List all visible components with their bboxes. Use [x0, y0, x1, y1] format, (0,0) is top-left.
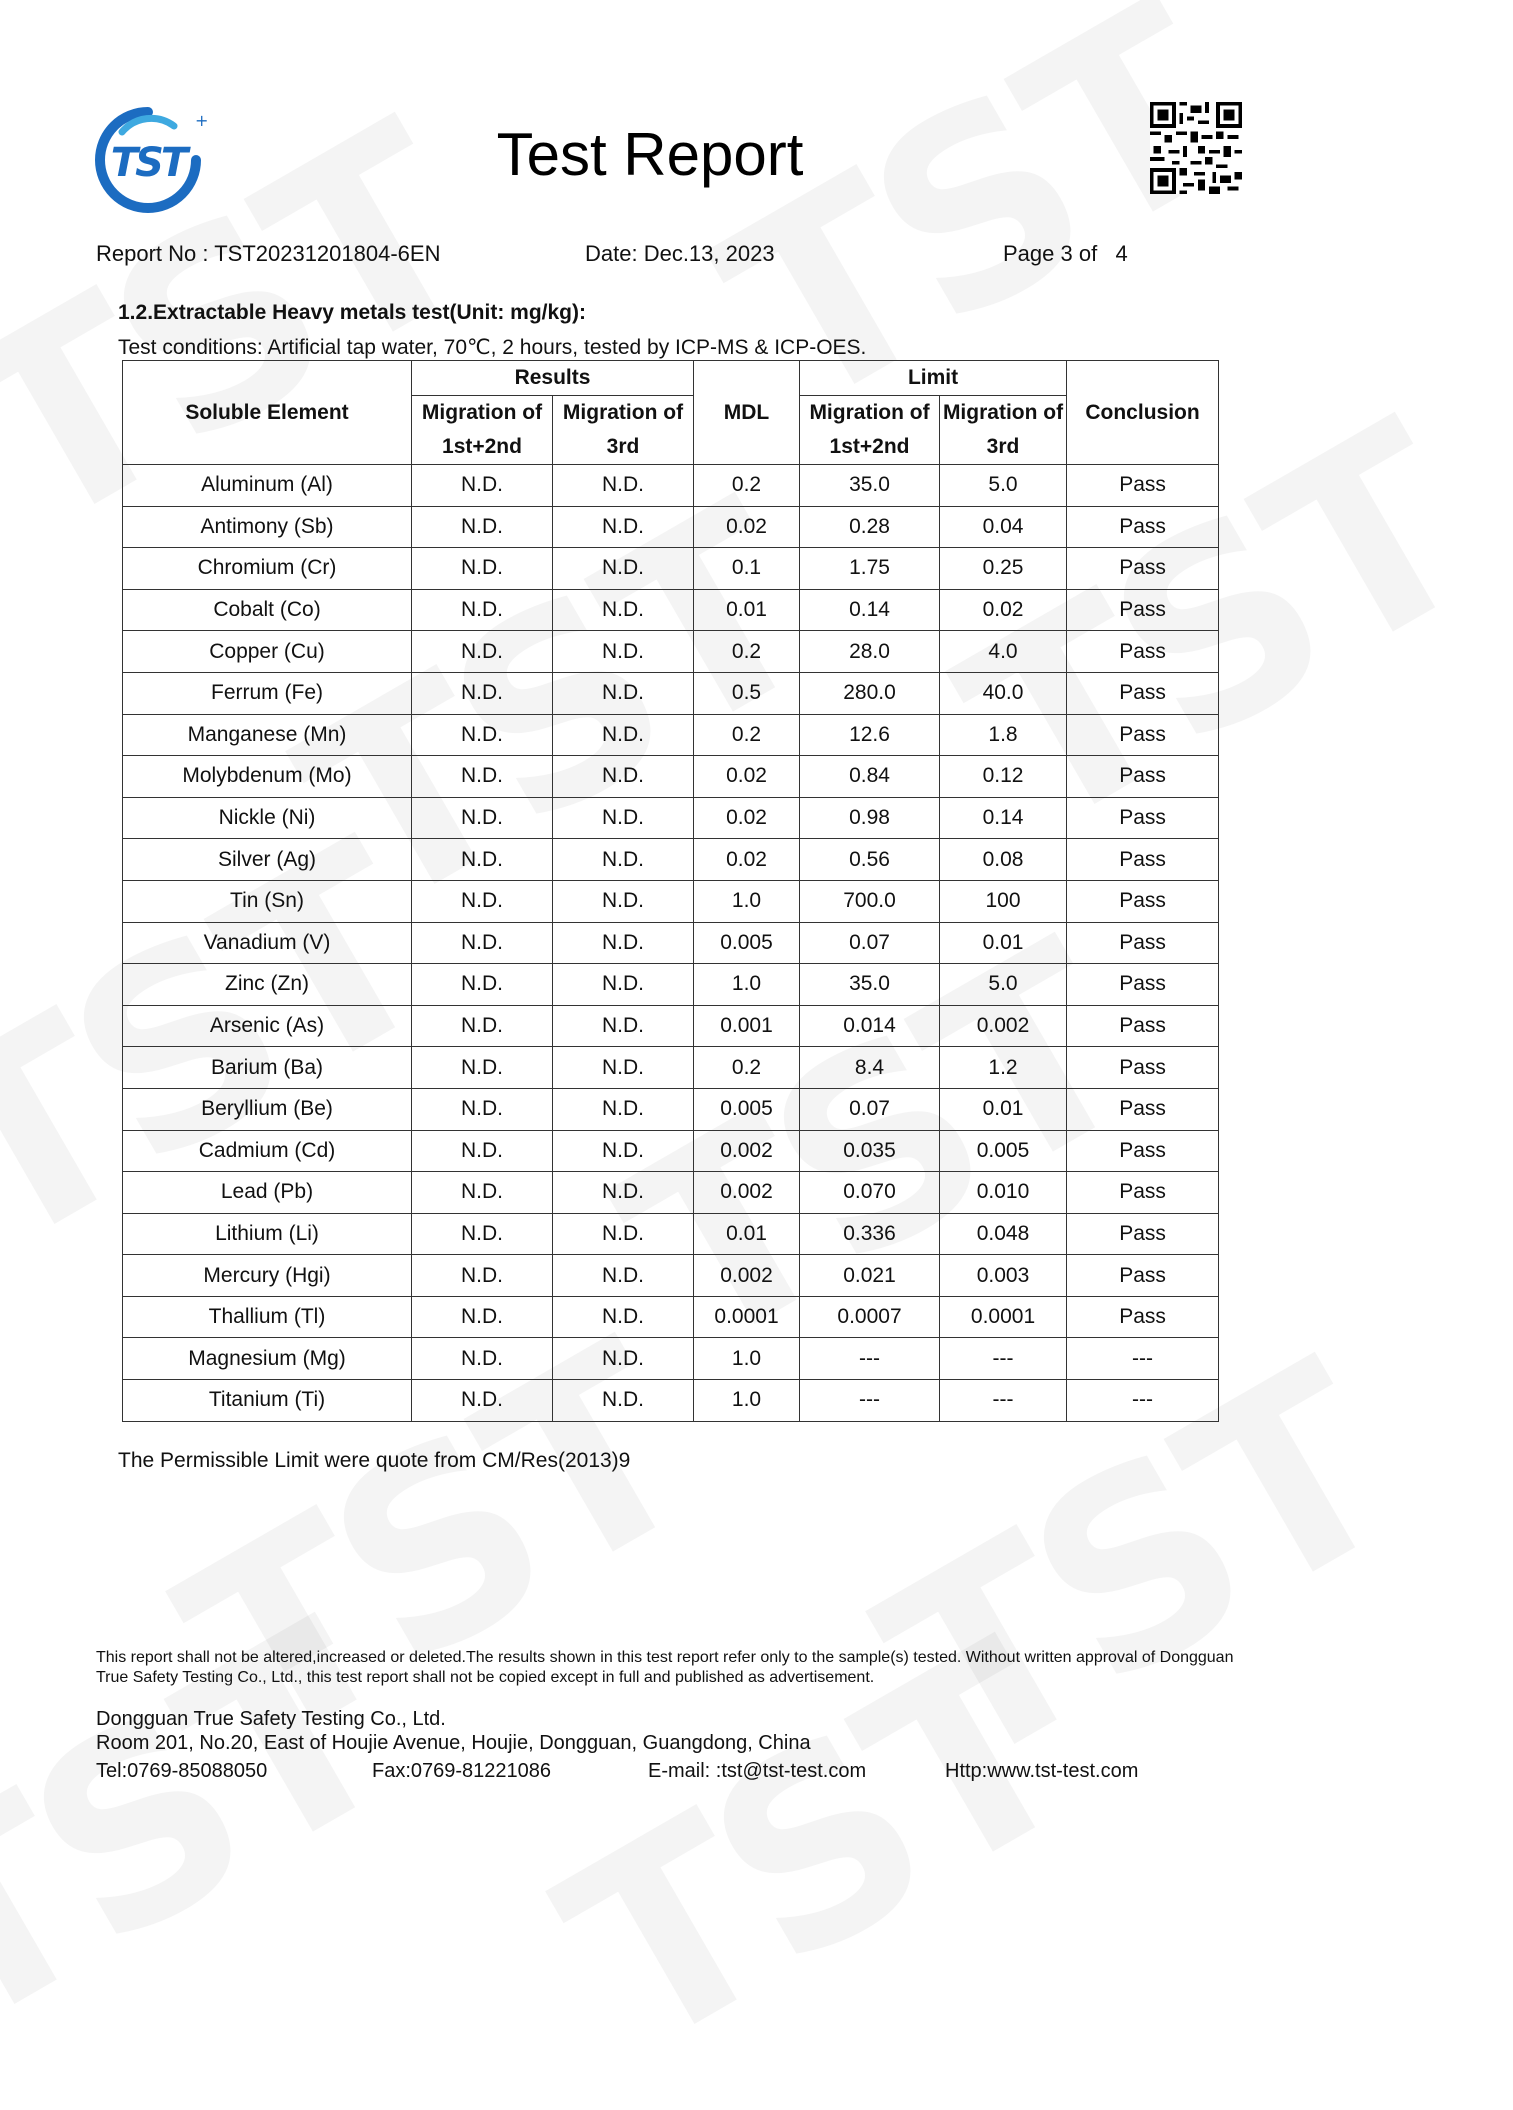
table-row [123, 548, 1219, 590]
cell-limit-1st-2nd: 0.336 [800, 1213, 940, 1255]
cell-result-1st-2nd: N.D. [412, 589, 553, 631]
table-row [123, 1380, 1219, 1422]
header-results-migration-1st-2nd: Migration of 1st+2nd [412, 396, 553, 465]
report-date: Date: Dec.13, 2023 [585, 241, 775, 266]
cell-limit-3rd: 0.048 [940, 1213, 1067, 1255]
cell-conclusion: Pass [1067, 797, 1219, 839]
cell-result-3rd: N.D. [553, 756, 694, 798]
table-row [123, 1338, 1219, 1380]
table-row [123, 1296, 1219, 1338]
cell-result-3rd: N.D. [553, 1380, 694, 1422]
cell-mdl: 0.02 [694, 756, 800, 798]
cell-result-1st-2nd: N.D. [412, 548, 553, 590]
cell-limit-3rd: 0.14 [940, 797, 1067, 839]
table-row [123, 1130, 1219, 1172]
cell-result-3rd: N.D. [553, 1213, 694, 1255]
cell-result-3rd: N.D. [553, 714, 694, 756]
cell-limit-3rd: 5.0 [940, 465, 1067, 507]
cell-conclusion: Pass [1067, 880, 1219, 922]
cell-element: Lead (Pb) [123, 1172, 412, 1214]
cell-conclusion: Pass [1067, 1005, 1219, 1047]
table-row [123, 506, 1219, 548]
page-total: 4 [1115, 241, 1128, 266]
cell-element: Molybdenum (Mo) [123, 756, 412, 798]
disclaimer: This report shall not be altered,increased or deleted.The results shown in this test report refer only to the sample(s) tested. Without written approval of Dongguan True Safety Testing Co., Ltd., this test report shall not be copied except in full and published as advertisement. [96, 1649, 1234, 1686]
cell-limit-3rd: 0.02 [940, 589, 1067, 631]
cell-limit-1st-2nd: 0.07 [800, 1088, 940, 1130]
cell-result-1st-2nd: N.D. [412, 631, 553, 673]
cell-element: Lithium (Li) [123, 1213, 412, 1255]
cell-conclusion: Pass [1067, 714, 1219, 756]
cell-mdl: 1.0 [694, 1338, 800, 1380]
cell-result-3rd: N.D. [553, 1296, 694, 1338]
cell-element: Aluminum (Al) [123, 465, 412, 507]
cell-limit-3rd: 0.04 [940, 506, 1067, 548]
cell-limit-1st-2nd: 0.98 [800, 797, 940, 839]
cell-limit-1st-2nd: 0.56 [800, 839, 940, 881]
cell-conclusion: Pass [1067, 548, 1219, 590]
cell-result-3rd: N.D. [553, 465, 694, 507]
cell-result-1st-2nd: N.D. [412, 1213, 553, 1255]
cell-mdl: 0.02 [694, 506, 800, 548]
cell-limit-3rd: 0.12 [940, 756, 1067, 798]
cell-limit-3rd: 0.003 [940, 1255, 1067, 1297]
cell-result-1st-2nd: N.D. [412, 880, 553, 922]
cell-conclusion: Pass [1067, 631, 1219, 673]
cell-conclusion: --- [1067, 1338, 1219, 1380]
report-number: Report No : TST20231201804-6EN [96, 241, 441, 266]
cell-limit-1st-2nd: 35.0 [800, 465, 940, 507]
cell-mdl: 0.2 [694, 714, 800, 756]
cell-element: Magnesium (Mg) [123, 1338, 412, 1380]
cell-element: Tin (Sn) [123, 880, 412, 922]
header-results-migration-3rd: Migration of 3rd [553, 396, 694, 465]
cell-result-1st-2nd: N.D. [412, 1047, 553, 1089]
cell-result-1st-2nd: N.D. [412, 1338, 553, 1380]
cell-mdl: 0.02 [694, 797, 800, 839]
cell-mdl: 0.002 [694, 1130, 800, 1172]
cell-conclusion: Pass [1067, 672, 1219, 714]
cell-result-3rd: N.D. [553, 548, 694, 590]
header-limit-migration-1st-2nd: Migration of 1st+2nd [800, 396, 940, 465]
cell-mdl: 0.2 [694, 465, 800, 507]
cell-limit-1st-2nd: 35.0 [800, 964, 940, 1006]
limit-source-note: The Permissible Limit were quote from CM/Res(2013)9 [118, 1449, 631, 1472]
header-element: Soluble Element [123, 361, 412, 465]
cell-result-1st-2nd: N.D. [412, 1130, 553, 1172]
cell-result-3rd: N.D. [553, 672, 694, 714]
cell-limit-1st-2nd: 0.021 [800, 1255, 940, 1297]
cell-element: Thallium (Tl) [123, 1296, 412, 1338]
cell-result-1st-2nd: N.D. [412, 1088, 553, 1130]
cell-limit-1st-2nd: 1.75 [800, 548, 940, 590]
cell-result-3rd: N.D. [553, 880, 694, 922]
cell-result-1st-2nd: N.D. [412, 1296, 553, 1338]
section-title: 1.2.Extractable Heavy metals test(Unit: mg/kg): [118, 301, 586, 324]
cell-conclusion: Pass [1067, 1130, 1219, 1172]
cell-limit-3rd: 0.01 [940, 1088, 1067, 1130]
cell-limit-1st-2nd: --- [800, 1380, 940, 1422]
table-row [123, 589, 1219, 631]
cell-element: Cadmium (Cd) [123, 1130, 412, 1172]
table-row [123, 1005, 1219, 1047]
cell-result-1st-2nd: N.D. [412, 1255, 553, 1297]
cell-mdl: 0.2 [694, 631, 800, 673]
cell-limit-3rd: --- [940, 1380, 1067, 1422]
contact-fax: Fax:0769-81221086 [372, 1760, 552, 1782]
cell-limit-3rd: 40.0 [940, 672, 1067, 714]
company-address: Room 201, No.20, East of Houjie Avenue, Houjie, Dongguan, Guangdong, China [96, 1732, 811, 1754]
qr-code-icon [1150, 102, 1242, 194]
cell-mdl: 0.005 [694, 922, 800, 964]
header-limit: Limit [800, 361, 1067, 396]
cell-conclusion: Pass [1067, 756, 1219, 798]
table-row [123, 1172, 1219, 1214]
contact-email[interactable]: E-mail: :tst@tst-test.com [648, 1760, 867, 1782]
table-row [123, 1047, 1219, 1089]
cell-element: Ferrum (Fe) [123, 672, 412, 714]
contact-tel: Tel:0769-85088050 [96, 1760, 268, 1782]
header-limit-migration-3rd: Migration of 3rd [940, 396, 1067, 465]
cell-mdl: 0.5 [694, 672, 800, 714]
cell-mdl: 0.002 [694, 1255, 800, 1297]
test-conditions: Test conditions: Artificial tap water, 70℃, 2 hours, tested by ICP-MS & ICP-OES. [118, 336, 867, 359]
cell-mdl: 1.0 [694, 964, 800, 1006]
cell-result-3rd: N.D. [553, 589, 694, 631]
cell-element: Cobalt (Co) [123, 589, 412, 631]
cell-limit-1st-2nd: 0.014 [800, 1005, 940, 1047]
cell-result-3rd: N.D. [553, 964, 694, 1006]
cell-result-3rd: N.D. [553, 631, 694, 673]
table-row [123, 465, 1219, 507]
cell-result-1st-2nd: N.D. [412, 922, 553, 964]
cell-conclusion: Pass [1067, 839, 1219, 881]
cell-element: Nickle (Ni) [123, 797, 412, 839]
company-name: Dongguan True Safety Testing Co., Ltd. [96, 1708, 446, 1730]
cell-limit-1st-2nd: 0.84 [800, 756, 940, 798]
table-row [123, 714, 1219, 756]
cell-result-3rd: N.D. [553, 1255, 694, 1297]
table-row [123, 756, 1219, 798]
cell-result-3rd: N.D. [553, 1130, 694, 1172]
cell-result-1st-2nd: N.D. [412, 964, 553, 1006]
cell-mdl: 1.0 [694, 880, 800, 922]
cell-result-1st-2nd: N.D. [412, 797, 553, 839]
cell-conclusion: Pass [1067, 964, 1219, 1006]
table-row [123, 880, 1219, 922]
cell-element: Silver (Ag) [123, 839, 412, 881]
cell-limit-3rd: 1.2 [940, 1047, 1067, 1089]
cell-limit-1st-2nd: 0.070 [800, 1172, 940, 1214]
cell-conclusion: Pass [1067, 589, 1219, 631]
cell-element: Copper (Cu) [123, 631, 412, 673]
table-row [123, 672, 1219, 714]
cell-limit-1st-2nd: 0.14 [800, 589, 940, 631]
cell-limit-1st-2nd: 0.0007 [800, 1296, 940, 1338]
cell-element: Chromium (Cr) [123, 548, 412, 590]
cell-conclusion: Pass [1067, 1296, 1219, 1338]
cell-result-1st-2nd: N.D. [412, 506, 553, 548]
table-row [123, 1088, 1219, 1130]
cell-result-3rd: N.D. [553, 1005, 694, 1047]
cell-conclusion: Pass [1067, 922, 1219, 964]
table-row [123, 797, 1219, 839]
cell-limit-3rd: 0.002 [940, 1005, 1067, 1047]
cell-mdl: 0.1 [694, 548, 800, 590]
cell-result-1st-2nd: N.D. [412, 1172, 553, 1214]
cell-result-1st-2nd: N.D. [412, 465, 553, 507]
cell-conclusion: --- [1067, 1380, 1219, 1422]
cell-mdl: 1.0 [694, 1380, 800, 1422]
cell-limit-1st-2nd: --- [800, 1338, 940, 1380]
header-results: Results [412, 361, 694, 396]
cell-element: Vanadium (V) [123, 922, 412, 964]
cell-limit-3rd: 0.08 [940, 839, 1067, 881]
cell-element: Manganese (Mn) [123, 714, 412, 756]
table-row [123, 1213, 1219, 1255]
cell-result-3rd: N.D. [553, 506, 694, 548]
cell-result-1st-2nd: N.D. [412, 672, 553, 714]
cell-limit-3rd: 0.01 [940, 922, 1067, 964]
cell-conclusion: Pass [1067, 465, 1219, 507]
cell-result-1st-2nd: N.D. [412, 714, 553, 756]
cell-result-3rd: N.D. [553, 922, 694, 964]
cell-limit-3rd: 4.0 [940, 631, 1067, 673]
table-row [123, 964, 1219, 1006]
cell-limit-3rd: 100 [940, 880, 1067, 922]
cell-mdl: 0.001 [694, 1005, 800, 1047]
cell-conclusion: Pass [1067, 1213, 1219, 1255]
cell-limit-3rd: 0.010 [940, 1172, 1067, 1214]
cell-mdl: 0.005 [694, 1088, 800, 1130]
svg-text:TST: TST [110, 140, 186, 186]
cell-element: Antimony (Sb) [123, 506, 412, 548]
cell-result-1st-2nd: N.D. [412, 1005, 553, 1047]
cell-element: Barium (Ba) [123, 1047, 412, 1089]
cell-limit-3rd: --- [940, 1338, 1067, 1380]
header-mdl: MDL [694, 361, 800, 465]
cell-result-3rd: N.D. [553, 1088, 694, 1130]
cell-conclusion: Pass [1067, 1088, 1219, 1130]
cell-mdl: 0.002 [694, 1172, 800, 1214]
svg-text:+: + [195, 111, 209, 130]
cell-limit-1st-2nd: 700.0 [800, 880, 940, 922]
cell-result-1st-2nd: N.D. [412, 1380, 553, 1422]
cell-conclusion: Pass [1067, 1047, 1219, 1089]
cell-conclusion: Pass [1067, 1255, 1219, 1297]
cell-element: Beryllium (Be) [123, 1088, 412, 1130]
cell-result-1st-2nd: N.D. [412, 756, 553, 798]
cell-limit-1st-2nd: 8.4 [800, 1047, 940, 1089]
cell-mdl: 0.02 [694, 839, 800, 881]
cell-limit-1st-2nd: 0.28 [800, 506, 940, 548]
cell-limit-3rd: 0.005 [940, 1130, 1067, 1172]
cell-mdl: 0.2 [694, 1047, 800, 1089]
page-label: Page 3 of [1003, 241, 1098, 266]
cell-mdl: 0.01 [694, 1213, 800, 1255]
table-row [123, 631, 1219, 673]
cell-limit-1st-2nd: 0.035 [800, 1130, 940, 1172]
cell-conclusion: Pass [1067, 1172, 1219, 1214]
table-row [123, 1255, 1219, 1297]
page-title: Test Report [496, 121, 804, 188]
cell-limit-1st-2nd: 0.07 [800, 922, 940, 964]
cell-limit-1st-2nd: 28.0 [800, 631, 940, 673]
cell-limit-3rd: 0.25 [940, 548, 1067, 590]
cell-element: Mercury (Hgi) [123, 1255, 412, 1297]
cell-result-3rd: N.D. [553, 1172, 694, 1214]
cell-limit-3rd: 0.0001 [940, 1296, 1067, 1338]
contact-website[interactable]: Http:www.tst-test.com [945, 1760, 1139, 1782]
cell-limit-1st-2nd: 280.0 [800, 672, 940, 714]
results-table [122, 360, 1219, 1422]
header-conclusion: Conclusion [1067, 361, 1219, 465]
cell-result-3rd: N.D. [553, 1047, 694, 1089]
table-row [123, 922, 1219, 964]
cell-result-3rd: N.D. [553, 1338, 694, 1380]
table-row [123, 839, 1219, 881]
cell-limit-1st-2nd: 12.6 [800, 714, 940, 756]
cell-element: Zinc (Zn) [123, 964, 412, 1006]
cell-element: Titanium (Ti) [123, 1380, 412, 1422]
page-indicator [1003, 241, 1128, 267]
cell-result-1st-2nd: N.D. [412, 839, 553, 881]
cell-mdl: 0.01 [694, 589, 800, 631]
cell-limit-3rd: 5.0 [940, 964, 1067, 1006]
cell-limit-3rd: 1.8 [940, 714, 1067, 756]
cell-element: Arsenic (As) [123, 1005, 412, 1047]
cell-mdl: 0.0001 [694, 1296, 800, 1338]
cell-result-3rd: N.D. [553, 797, 694, 839]
cell-result-3rd: N.D. [553, 839, 694, 881]
cell-conclusion: Pass [1067, 506, 1219, 548]
